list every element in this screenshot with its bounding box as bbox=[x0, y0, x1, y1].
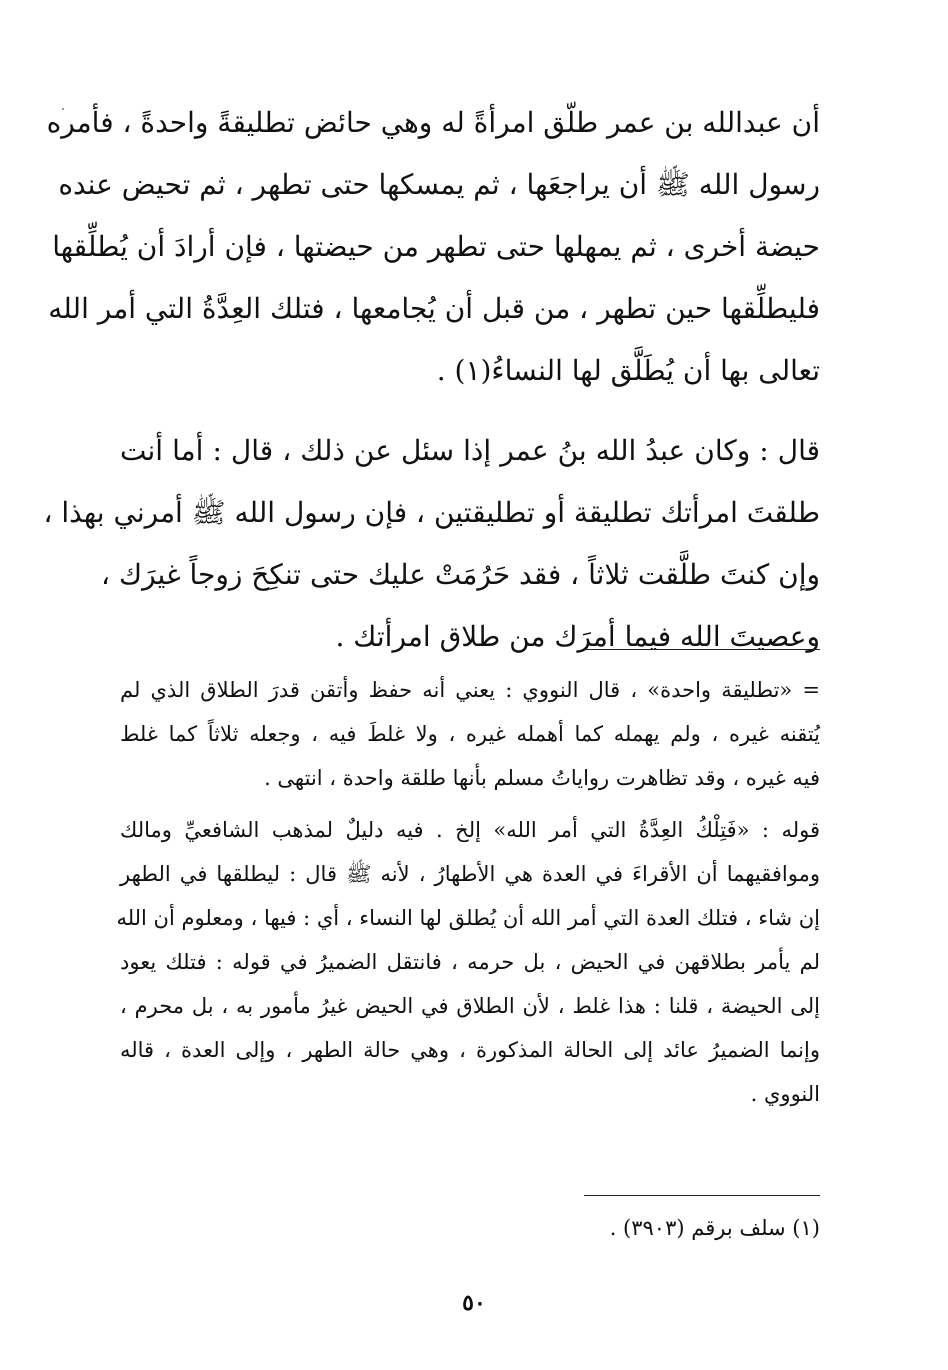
main-line: وعصيتَ الله فيما أمرَك من طلاق امرأتك . bbox=[335, 620, 820, 653]
main-line: حيضة أخرى ، ثم يمهلها حتى تطهر من حيضتها ، فإن أرادَ أن يُطلِّقها bbox=[52, 230, 820, 263]
note-line: وموافقيهما أن الأقراءَ في العدة هي الأطهارُ ، لأنه ﷺ قال : ليطلقها في الطهر bbox=[120, 862, 820, 886]
main-line: طلقتَ امرأتك تطليقة أو تطليقتين ، فإن رسول الله ﷺ أمرني بهذا ، bbox=[43, 496, 820, 529]
note-line: قوله : «فَتِلْكُ العِدَّةُ التي أمر الله» إلخ . فيه دليلٌ لمذهب الشافعيِّ ومالك bbox=[120, 818, 820, 842]
footnote: (١) سلف برقم (٣٩٠٣) . bbox=[609, 1216, 820, 1240]
note-line: إن شاء ، فتلك العدة التي أمر الله أن يُطلق لها النساء ، أي : فيها ، ومعلوم أن الله bbox=[116, 906, 820, 930]
main-line: تعالى بها أن يُطَلَّق لها النساءُ(١) . bbox=[436, 354, 820, 387]
note-line: إلى الحيضة ، قلنا : هذا غلط ، لأن الطلاق في الحيض غيرُ مأمور به ، بل محرم ، bbox=[120, 994, 820, 1018]
commentary-notes bbox=[116, 668, 820, 1116]
note-line: يُتقنه غيره ، ولم يهمله كما أهمله غيره ، ولا غلطَ فيه ، وجعله ثلاثاً كما غلط bbox=[120, 722, 820, 746]
main-line: أن عبدالله بن عمر طلّق امرأةً له وهي حائض تطليقةً واحدةً ، فأمره bbox=[46, 106, 820, 139]
note-line: فيه غيره ، وقد تظاهرت رواياتُ مسلم بأنها طلقة واحدة ، انتهى . bbox=[264, 766, 820, 790]
note-line: وإنما الضميرُ عائد إلى الحالة المذكورة ، وهي حالة الطهر ، وإلى العدة ، قاله bbox=[120, 1038, 820, 1062]
main-line: فليطلِّقها حين تطهر ، من قبل أن يُجامعها ، فتلك العِدَّةُ التي أمر الله bbox=[48, 292, 820, 325]
main-text bbox=[43, 92, 820, 668]
footnote-divider bbox=[584, 1195, 820, 1196]
note-line: لم يأمر بطلاقهن في الحيض ، بل حرمه ، فانتقل الضميرُ في قوله : فتلك يعود bbox=[120, 950, 820, 974]
main-line: وإن كنتَ طلَّقت ثلاثاً ، فقد حَرُمَتْ عليك حتى تنكِحَ زوجاً غيرَك ، bbox=[101, 558, 820, 591]
main-line: قال : وكان عبدُ الله بنُ عمر إذا سئل عن ذلك ، قال : أما أنت bbox=[120, 434, 820, 467]
notes-divider bbox=[584, 649, 820, 650]
main-line: رسول الله ﷺ أن يراجعَها ، ثم يمسكها حتى تطهر ، ثم تحيض عنده bbox=[58, 168, 820, 201]
note-line: النووي . bbox=[750, 1082, 820, 1106]
note-line: = «تطليقة واحدة» ، قال النووي : يعني أنه حفظ وأتقن قدرَ الطلاق الذي لم bbox=[120, 678, 820, 702]
page-number: ٥٠ bbox=[462, 1290, 486, 1316]
